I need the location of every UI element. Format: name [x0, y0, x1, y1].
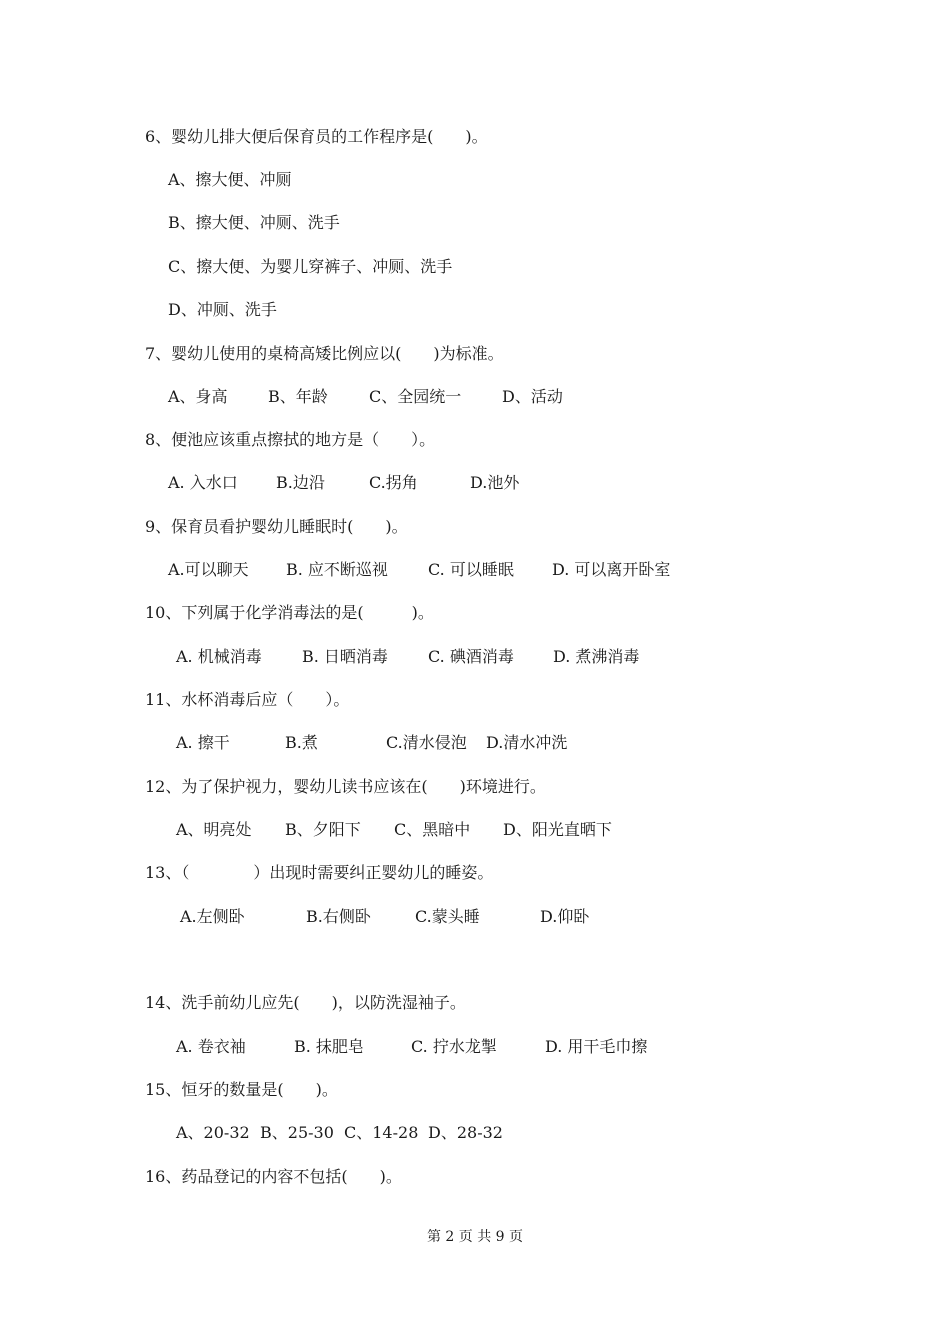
question-15-option-c: C、14-28 [344, 1123, 419, 1142]
question-8-option-b: B.边沿 [276, 473, 325, 492]
question-10-stem: 10、下列属于化学消毒法的是( )。 [145, 603, 434, 622]
question-16-stem: 16、药品登记的内容不包括( )。 [145, 1167, 402, 1186]
question-13-option-b: B.右侧卧 [306, 907, 371, 926]
question-14-option-c: C. 拧水龙掣 [411, 1037, 497, 1056]
question-12-stem: 12、为了保护视力，婴幼儿读书应该在( )环境进行。 [145, 777, 546, 796]
question-13-stem: 13、（ ）出现时需要纠正婴幼儿的睡姿。 [145, 863, 494, 882]
question-7-option-c: C、全园统一 [369, 387, 462, 406]
question-6-option-d: D、冲厕、洗手 [168, 300, 277, 319]
question-9-option-a: A.可以聊天 [168, 560, 249, 579]
question-14-option-b: B. 抹肥皂 [294, 1037, 364, 1056]
question-7-option-d: D、活动 [502, 387, 563, 406]
question-8-option-d: D.池外 [470, 473, 520, 492]
question-7-option-a: A、身高 [168, 387, 228, 406]
question-8-option-c: C.拐角 [369, 473, 418, 492]
question-14-option-a: A. 卷衣袖 [176, 1037, 246, 1056]
question-7-option-b: B、年龄 [268, 387, 328, 406]
question-15-option-a: A、20-32 [176, 1123, 250, 1142]
question-12-option-b: B、夕阳下 [285, 820, 361, 839]
question-11-option-a: A. 擦干 [176, 733, 230, 752]
question-15-stem: 15、恒牙的数量是( )。 [145, 1080, 338, 1099]
question-11-option-c: C.清水侵泡 [386, 733, 467, 752]
question-12-option-d: D、阳光直晒下 [503, 820, 612, 839]
question-14-option-d: D. 用干毛巾擦 [545, 1037, 648, 1056]
question-13-option-a: A.左侧卧 [180, 907, 245, 926]
question-9-option-d: D. 可以离开卧室 [552, 560, 671, 579]
question-10-option-c: C. 碘酒消毒 [428, 647, 514, 666]
question-13-option-d: D.仰卧 [540, 907, 590, 926]
question-8-option-a: A. 入水口 [168, 473, 238, 492]
question-11-option-b: B.煮 [285, 733, 318, 752]
question-11-option-d: D.清水冲洗 [486, 733, 568, 752]
question-9-option-b: B. 应不断巡视 [286, 560, 388, 579]
question-7-stem: 7、婴幼儿使用的桌椅高矮比例应以( )为标准。 [145, 344, 504, 363]
question-15-option-b: B、25-30 [260, 1123, 334, 1142]
question-10-option-a: A. 机械消毒 [176, 647, 262, 666]
question-12-option-c: C、黑暗中 [394, 820, 471, 839]
question-12-option-a: A、明亮处 [176, 820, 252, 839]
question-6-option-c: C、擦大便、为婴儿穿裤子、冲厕、洗手 [168, 257, 453, 276]
question-6-option-b: B、擦大便、冲厕、洗手 [168, 213, 340, 232]
question-10-option-d: D. 煮沸消毒 [553, 647, 640, 666]
question-15-option-d: D、28-32 [428, 1123, 503, 1142]
question-9-stem: 9、保育员看护婴幼儿睡眠时( )。 [145, 517, 408, 536]
question-6-option-a: A、擦大便、冲厕 [168, 170, 292, 189]
question-8-stem: 8、便池应该重点擦拭的地方是（ ）。 [145, 430, 436, 449]
question-10-option-b: B. 日晒消毒 [302, 647, 388, 666]
question-11-stem: 11、水杯消毒后应（ ）。 [145, 690, 350, 709]
question-9-option-c: C. 可以睡眠 [428, 560, 514, 579]
question-13-option-c: C.蒙头睡 [415, 907, 480, 926]
page-footer: 第 2 页 共 9 页 [426, 1229, 524, 1245]
question-14-stem: 14、洗手前幼儿应先( )，以防洗湿袖子。 [145, 993, 466, 1012]
question-6-stem: 6、婴幼儿排大便后保育员的工作程序是( )。 [145, 127, 488, 146]
